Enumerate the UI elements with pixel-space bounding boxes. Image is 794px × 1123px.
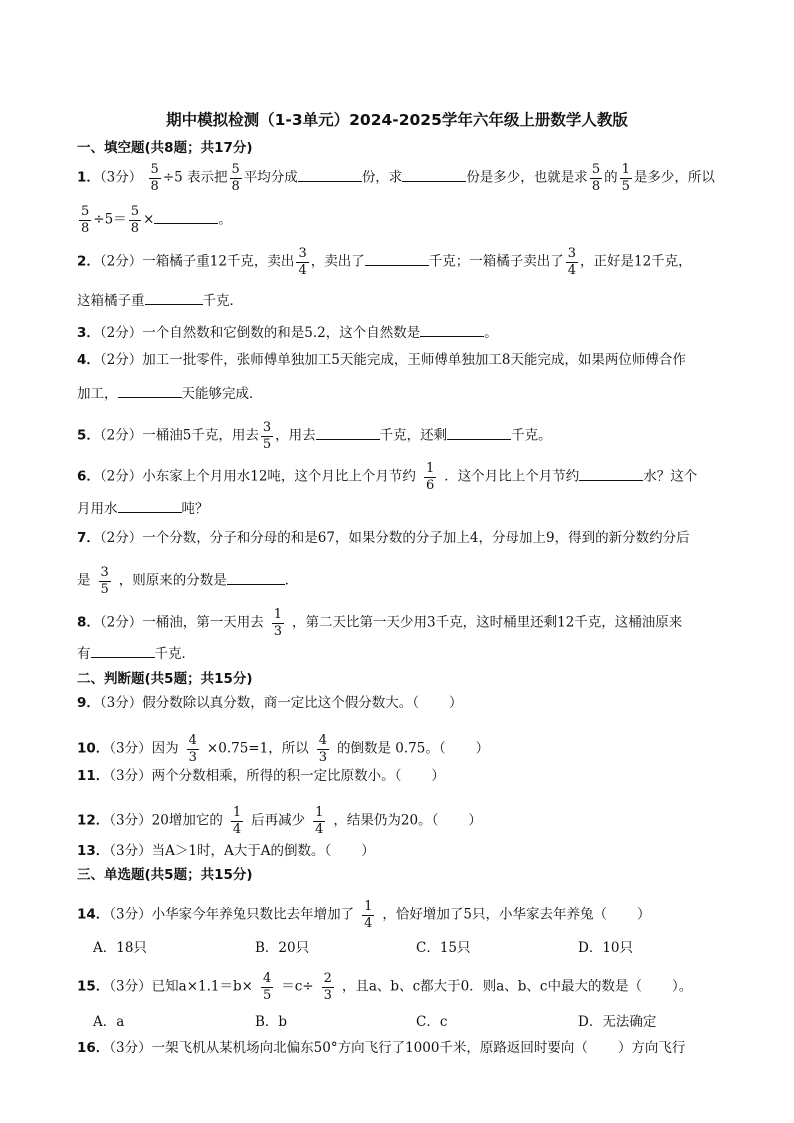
question-2: [77, 247, 692, 277]
option-a[interactable]: A．a: [93, 1014, 125, 1030]
question-text: 天能够完成．: [181, 386, 263, 402]
question-score: （3分）: [109, 906, 152, 923]
question-text: ．这个月比上个月节约: [444, 468, 580, 485]
question-text: 一箱橘子重12千克，卖出: [142, 253, 295, 270]
question-15: [77, 972, 692, 1002]
fraction: $\frac{1}{3}$: [273, 607, 283, 639]
question-text: 月用水: [77, 501, 118, 517]
fraction: $\frac{2}{3}$: [323, 971, 332, 1003]
question-text: 平均分成: [243, 169, 298, 186]
section-heading-multiple-choice: 三、单选题(共5题；共15分): [77, 867, 253, 883]
question-number: 9．: [77, 695, 100, 711]
question-text: 份是多少，也就是求: [466, 169, 588, 186]
question-text: ）: [468, 812, 482, 829]
question-text: ÷5＝: [93, 211, 127, 228]
question-text: 水？这个: [643, 468, 698, 485]
question-text: ＝c÷: [281, 978, 314, 995]
question-number: 6．: [77, 468, 100, 485]
option-b[interactable]: B．20只: [255, 940, 310, 956]
answer-blank[interactable]: [145, 292, 203, 305]
fraction: $\frac{4}{3}$: [188, 733, 197, 765]
fraction: $\frac{4}{5}$: [262, 971, 272, 1003]
question-score: （3分）: [109, 812, 152, 829]
question-text: ）: [431, 768, 445, 784]
question-text: ）方向飞行: [617, 1040, 686, 1056]
question-text: ）: [637, 906, 651, 923]
option-c[interactable]: C．c: [416, 1014, 448, 1030]
answer-blank[interactable]: [579, 468, 643, 481]
question-text: ）: [361, 843, 375, 859]
answer-blank[interactable]: [298, 169, 362, 182]
section-heading-true-false: 二、判断题(共5题；共15分): [77, 671, 253, 687]
question-number: 16．: [77, 1040, 110, 1056]
question-text: 加工一批零件，张师傅单独加工5天能完成，王师傅单独加工8天能完成，如果两位师傅合作: [142, 352, 686, 368]
question-text: 加工，: [77, 386, 118, 402]
question-12: [77, 806, 482, 836]
question-score: （2分）: [99, 253, 143, 270]
question-score: （2分）: [99, 427, 143, 444]
fraction: $\frac{3}{5}$: [100, 565, 109, 597]
answer-blank[interactable]: [118, 500, 182, 513]
question-text: ，正好是12千克，: [580, 253, 692, 270]
question-text: 一桶油，第一天用去: [142, 614, 264, 631]
question-14: [77, 900, 651, 930]
question-text: 。: [484, 325, 498, 341]
question-11: [77, 770, 445, 784]
question-text: 因为: [151, 740, 179, 757]
question-score: （2分）: [99, 325, 143, 341]
answer-blank[interactable]: [118, 385, 182, 398]
question-score: （3分）: [109, 843, 152, 859]
question-text: 假分数除以真分数，商一定比这个假分数大。（: [142, 695, 419, 711]
question-text: ×0.75=1，所以: [206, 740, 309, 757]
question-number: 11．: [77, 768, 110, 784]
question-1-continued: [77, 205, 232, 235]
question-text: ，用去: [275, 427, 316, 444]
question-text: 千克．: [154, 646, 195, 662]
question-number: 13．: [77, 843, 110, 859]
option-a[interactable]: A．18只: [93, 940, 147, 956]
question-7: [77, 532, 690, 546]
question-4-continued: [77, 385, 263, 402]
question-score: （3分）: [109, 1040, 152, 1056]
question-1: [77, 163, 715, 193]
question-text: ，结果仍为20。（: [333, 812, 439, 829]
question-score: （2分）: [99, 352, 143, 368]
fraction: $\frac{3}{4}$: [567, 246, 576, 278]
fraction: $\frac{3}{5}$: [262, 420, 272, 452]
fraction: $\frac{5}{8}$: [591, 162, 601, 194]
question-text: 两个分数相乘，所得的积一定比原数小。（: [151, 768, 402, 784]
question-number: 2．: [77, 253, 100, 270]
fraction: $\frac{1}{4}$: [232, 805, 242, 837]
question-text: 千克；一箱橘子卖出了: [428, 253, 564, 270]
fraction: $\frac{1}{4}$: [315, 805, 324, 837]
question-9: [77, 697, 463, 711]
question-score: （2分）: [99, 614, 143, 631]
question-text: 小东家上个月用水12吨，这个月比上个月节约: [142, 468, 416, 485]
question-text: ）。: [671, 978, 693, 995]
question-text: 有: [77, 646, 91, 662]
question-text: 一个分数，分子和分母的和是67，如果分数的分子加上4，分母加上9，得到的新分数约分后: [142, 530, 690, 546]
question-text: 千克．: [202, 293, 243, 309]
question-number: 1．: [77, 169, 100, 186]
question-number: 7．: [77, 530, 100, 546]
fraction: $\frac{4}{3}$: [318, 733, 327, 765]
question-10: [77, 734, 489, 764]
question-score: （3分）: [109, 740, 152, 757]
question-number: 14．: [77, 906, 110, 923]
question-16: [77, 1042, 685, 1056]
question-text: 后再减少: [251, 812, 306, 829]
question-text: 一桶油5千克，用去: [142, 427, 259, 444]
question-score: （2分）: [99, 468, 143, 485]
question-text: 小华家今年养兔只数比去年增加了: [151, 906, 355, 923]
option-d[interactable]: D．10只: [578, 940, 634, 956]
question-text: ×: [142, 211, 155, 228]
answer-blank[interactable]: [402, 169, 466, 182]
fraction: $\frac{1}{5}$: [621, 162, 630, 194]
question-text: 一个自然数和它倒数的和是5.2，这个自然数是: [142, 325, 421, 341]
question-text: 一架飞机从某机场向北偏东50°方向飞行了1000千米，原路返回时要向（: [151, 1040, 588, 1056]
fraction: $\frac{5}{8}$: [150, 162, 159, 194]
question-text: 这箱橘子重: [77, 293, 145, 309]
question-text: 份，求: [361, 169, 403, 186]
question-number: 12．: [77, 812, 110, 829]
fraction: $\frac{1}{6}$: [425, 461, 435, 493]
question-number: 5．: [77, 427, 100, 444]
question-text: 是: [77, 572, 91, 589]
page-title: 期中模拟检测（1-3单元）2024-2025学年六年级上册数学人教版: [166, 111, 628, 129]
question-6: [77, 462, 697, 492]
question-text: ．: [284, 572, 299, 589]
question-score: （3分）: [109, 978, 152, 995]
answer-blank[interactable]: [316, 427, 380, 440]
question-text: 的倒数是 0.75。（: [336, 740, 446, 757]
question-text: 吨？: [181, 501, 209, 517]
question-number: 10．: [77, 740, 110, 757]
question-text: ，则原来的分数是: [118, 572, 227, 589]
question-6-continued: [77, 500, 209, 517]
question-text: ）: [449, 695, 463, 711]
question-8: [77, 608, 682, 638]
answer-blank[interactable]: [91, 645, 155, 658]
question-text: ，卖出了: [310, 253, 365, 270]
question-text: ，恰好增加了5只，小华家去年养兔（: [382, 906, 608, 923]
question-score: （3分）: [99, 695, 143, 711]
question-3: [77, 324, 498, 341]
answer-blank[interactable]: [227, 572, 285, 585]
option-b[interactable]: B．b: [255, 1014, 288, 1030]
fraction: $\frac{3}{4}$: [298, 246, 307, 278]
question-text: 的: [604, 169, 618, 186]
question-2-continued: [77, 292, 243, 309]
question-text: 千克。: [511, 427, 552, 444]
question-text: ，且a、b、c都大于0．则a、b、c中最大的数是（: [341, 978, 642, 995]
question-4: [77, 354, 686, 368]
question-text: ）: [475, 740, 490, 757]
question-8-continued: [77, 645, 195, 662]
question-text: 是多少，所以: [633, 169, 715, 186]
answer-blank[interactable]: [447, 427, 511, 440]
option-d[interactable]: D．无法确定: [578, 1014, 657, 1030]
question-number: 15．: [77, 978, 110, 995]
option-c[interactable]: C．15只: [416, 940, 471, 956]
fraction: $\frac{1}{4}$: [364, 899, 373, 931]
question-text: 。: [218, 211, 232, 228]
fraction: $\frac{5}{8}$: [81, 204, 90, 236]
fraction: $\frac{5}{8}$: [130, 204, 139, 236]
question-number: 3．: [77, 325, 100, 341]
section-heading-fill-blank: 一、填空题(共8题；共17分): [77, 140, 253, 156]
question-5: [77, 421, 552, 451]
fraction: $\frac{5}{8}$: [231, 162, 240, 194]
answer-blank[interactable]: [365, 253, 429, 266]
question-score: （2分）: [99, 530, 143, 546]
question-text: ，第二天比第一天少用3千克，这时桶里还剩12千克，这桶油原来: [292, 614, 683, 631]
question-text: ÷5 表示把: [162, 169, 228, 186]
question-text: 当A＞1时，A大于A的倒数。（: [151, 843, 332, 859]
question-text: 千克，还剩: [379, 427, 448, 444]
question-score: （3分）: [99, 169, 143, 186]
question-number: 8．: [77, 614, 100, 631]
answer-blank[interactable]: [420, 324, 484, 337]
question-text: 已知a×1.1＝b×: [151, 978, 253, 995]
question-7-continued: [77, 566, 298, 596]
question-number: 4．: [77, 352, 100, 368]
question-score: （3分）: [109, 768, 152, 784]
question-text: 20增加它的: [151, 812, 223, 829]
answer-blank[interactable]: [154, 211, 218, 224]
question-13: [77, 845, 375, 859]
